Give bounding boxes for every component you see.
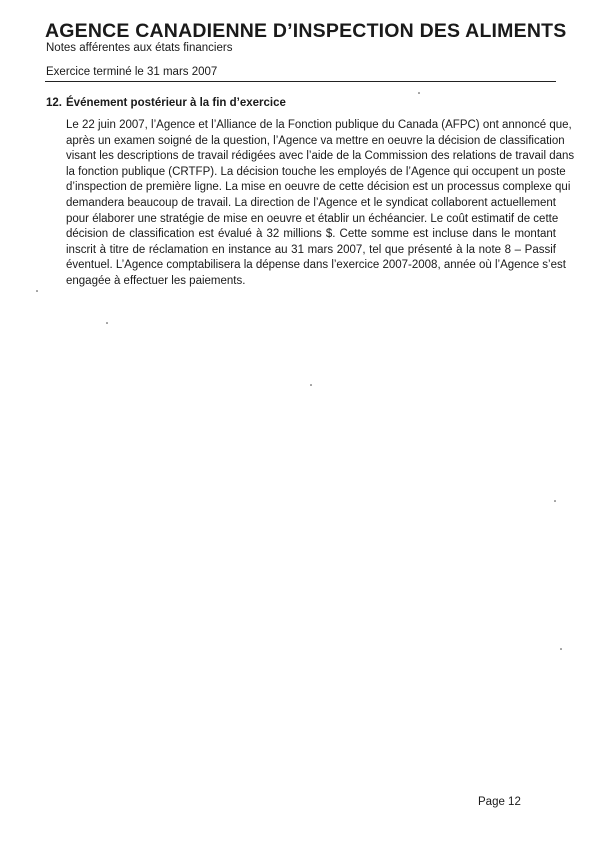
body-line: la fonction publique (CRTFP). La décision touche les employés de l’Agence qui occupent un poste [66,165,566,178]
scan-speck [106,322,108,324]
header-divider [45,81,556,82]
organization-title: AGENCE CANADIENNE D’INSPECTION DES ALIMENTS [45,20,567,42]
scan-speck [418,92,420,94]
body-line: décision de classification est évalué à 32 millions $. Cette somme est incluse dans le montant [66,228,556,241]
section-heading [46,97,286,109]
body-line: inscrit à titre de réclamation en instance au 31 mars 2007, tel que présenté à la note 8 – Passif [66,243,556,256]
body-line: pour élaborer une stratégie de mise en oeuvre et établir un échéancier. Le coût estimatif de cette [66,212,559,225]
scan-speck [310,384,312,386]
fiscal-period: Exercice terminé le 31 mars 2007 [46,66,218,78]
section-number: 12. [46,97,62,109]
body-line: éventuel. L’Agence comptabilisera la dépense dans l’exercice 2007-2008, année où l’Agence s’est [66,259,566,272]
body-line: Le 22 juin 2007, l’Agence et l’Alliance de la Fonction publique du Canada (AFPC) ont annoncé que, [66,119,572,131]
section-body [66,118,575,290]
page-number: Page 12 [478,796,521,808]
body-line: après un examen soigné de la question, l’Agence va mettre en oeuvre la décision de classification [66,134,565,147]
scan-speck [36,290,38,292]
body-line: engagée à effectuer les paiements. [66,274,246,287]
body-line: visant les descriptions de travail rédigées avec l’aide de la Commission des relations de travail dans [66,150,575,163]
body-line: d’inspection de première ligne. La mise en oeuvre de cette décision est un processus complexe qui [66,181,571,194]
scan-speck [560,648,562,650]
body-line: demandera beaucoup de travail. La direction de l’Agence et le syndicat collaborent actuellement [66,196,556,209]
document-subtitle: Notes afférentes aux états financiers [46,42,233,54]
scan-speck [554,500,556,502]
section-title: Événement postérieur à la fin d’exercice [66,97,286,109]
